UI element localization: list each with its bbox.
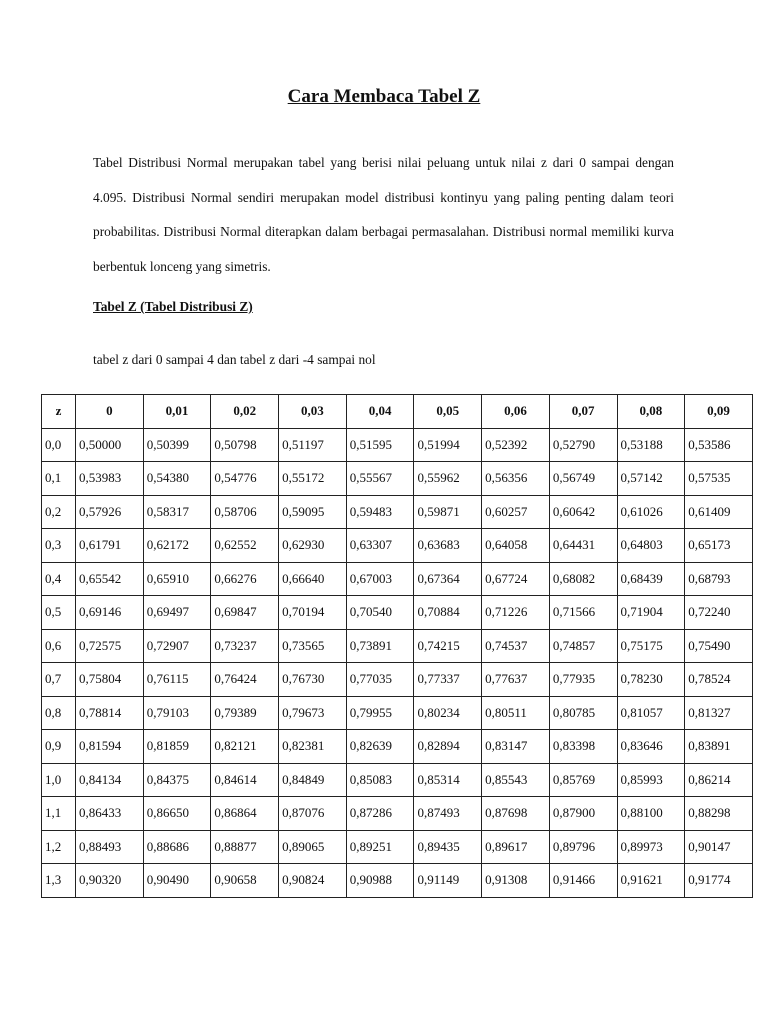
probability-cell: 0,62930 <box>279 529 347 563</box>
header-cell: 0,03 <box>279 395 347 429</box>
header-cell-z: z <box>42 395 76 429</box>
probability-cell: 0,69847 <box>211 596 279 630</box>
probability-cell: 0,88686 <box>143 830 211 864</box>
header-cell: 0,06 <box>482 395 550 429</box>
table-row <box>42 495 753 529</box>
probability-cell: 0,79673 <box>279 696 347 730</box>
probability-cell: 0,64803 <box>617 529 685 563</box>
probability-cell: 0,75490 <box>685 629 753 663</box>
probability-cell: 0,85314 <box>414 763 482 797</box>
table-row <box>42 763 753 797</box>
probability-cell: 0,74215 <box>414 629 482 663</box>
probability-cell: 0,84375 <box>143 763 211 797</box>
z-table <box>41 394 753 898</box>
probability-cell: 0,88298 <box>685 797 753 831</box>
probability-cell: 0,91149 <box>414 864 482 898</box>
z-value-cell: 0,6 <box>42 629 76 663</box>
probability-cell: 0,72907 <box>143 629 211 663</box>
probability-cell: 0,86433 <box>76 797 144 831</box>
z-value-cell: 0,3 <box>42 529 76 563</box>
probability-cell: 0,61791 <box>76 529 144 563</box>
probability-cell: 0,52392 <box>482 428 550 462</box>
z-value-cell: 0,0 <box>42 428 76 462</box>
section-heading: Tabel Z (Tabel Distribusi Z) <box>93 299 253 314</box>
probability-cell: 0,74537 <box>482 629 550 663</box>
probability-cell: 0,82121 <box>211 730 279 764</box>
header-cell: 0,07 <box>549 395 617 429</box>
probability-cell: 0,87076 <box>279 797 347 831</box>
probability-cell: 0,51994 <box>414 428 482 462</box>
header-cell: 0,08 <box>617 395 685 429</box>
header-cell: 0,01 <box>143 395 211 429</box>
probability-cell: 0,76115 <box>143 663 211 697</box>
probability-cell: 0,65173 <box>685 529 753 563</box>
probability-cell: 0,71566 <box>549 596 617 630</box>
table-row <box>42 428 753 462</box>
header-cell: 0,04 <box>346 395 414 429</box>
header-cell: 0,05 <box>414 395 482 429</box>
probability-cell: 0,91308 <box>482 864 550 898</box>
probability-cell: 0,64431 <box>549 529 617 563</box>
z-value-cell: 0,4 <box>42 562 76 596</box>
probability-cell: 0,91774 <box>685 864 753 898</box>
probability-cell: 0,86650 <box>143 797 211 831</box>
probability-cell: 0,68082 <box>549 562 617 596</box>
probability-cell: 0,73891 <box>346 629 414 663</box>
probability-cell: 0,67364 <box>414 562 482 596</box>
probability-cell: 0,79389 <box>211 696 279 730</box>
probability-cell: 0,65542 <box>76 562 144 596</box>
probability-cell: 0,79103 <box>143 696 211 730</box>
probability-cell: 0,56749 <box>549 462 617 496</box>
probability-cell: 0,51197 <box>279 428 347 462</box>
probability-cell: 0,90658 <box>211 864 279 898</box>
probability-cell: 0,90490 <box>143 864 211 898</box>
probability-cell: 0,80234 <box>414 696 482 730</box>
probability-cell: 0,83147 <box>482 730 550 764</box>
probability-cell: 0,68439 <box>617 562 685 596</box>
probability-cell: 0,58317 <box>143 495 211 529</box>
probability-cell: 0,50399 <box>143 428 211 462</box>
probability-cell: 0,83646 <box>617 730 685 764</box>
probability-cell: 0,68793 <box>685 562 753 596</box>
probability-cell: 0,53586 <box>685 428 753 462</box>
probability-cell: 0,81057 <box>617 696 685 730</box>
probability-cell: 0,86214 <box>685 763 753 797</box>
probability-cell: 0,57535 <box>685 462 753 496</box>
probability-cell: 0,70194 <box>279 596 347 630</box>
probability-cell: 0,57142 <box>617 462 685 496</box>
table-row <box>42 562 753 596</box>
probability-cell: 0,77637 <box>482 663 550 697</box>
probability-cell: 0,62552 <box>211 529 279 563</box>
probability-cell: 0,91621 <box>617 864 685 898</box>
page-title: Cara Membaca Tabel Z <box>287 86 481 107</box>
z-value-cell: 0,5 <box>42 596 76 630</box>
probability-cell: 0,66640 <box>279 562 347 596</box>
probability-cell: 0,79955 <box>346 696 414 730</box>
probability-cell: 0,78230 <box>617 663 685 697</box>
header-cell: 0 <box>76 395 144 429</box>
z-value-cell: 0,8 <box>42 696 76 730</box>
probability-cell: 0,55962 <box>414 462 482 496</box>
probability-cell: 0,71226 <box>482 596 550 630</box>
table-row <box>42 629 753 663</box>
z-value-cell: 0,2 <box>42 495 76 529</box>
probability-cell: 0,82639 <box>346 730 414 764</box>
header-cell: 0,02 <box>211 395 279 429</box>
probability-cell: 0,70540 <box>346 596 414 630</box>
probability-cell: 0,75804 <box>76 663 144 697</box>
probability-cell: 0,85993 <box>617 763 685 797</box>
table-row <box>42 596 753 630</box>
probability-cell: 0,72240 <box>685 596 753 630</box>
probability-cell: 0,52790 <box>549 428 617 462</box>
probability-cell: 0,72575 <box>76 629 144 663</box>
probability-cell: 0,60642 <box>549 495 617 529</box>
probability-cell: 0,84614 <box>211 763 279 797</box>
probability-cell: 0,70884 <box>414 596 482 630</box>
probability-cell: 0,59095 <box>279 495 347 529</box>
probability-cell: 0,81594 <box>76 730 144 764</box>
probability-cell: 0,88877 <box>211 830 279 864</box>
probability-cell: 0,75175 <box>617 629 685 663</box>
table-row <box>42 864 753 898</box>
probability-cell: 0,87286 <box>346 797 414 831</box>
probability-cell: 0,55567 <box>346 462 414 496</box>
probability-cell: 0,76424 <box>211 663 279 697</box>
table-row <box>42 663 753 697</box>
probability-cell: 0,82381 <box>279 730 347 764</box>
probability-cell: 0,59871 <box>414 495 482 529</box>
probability-cell: 0,90147 <box>685 830 753 864</box>
probability-cell: 0,67003 <box>346 562 414 596</box>
probability-cell: 0,54776 <box>211 462 279 496</box>
probability-cell: 0,84849 <box>279 763 347 797</box>
probability-cell: 0,90320 <box>76 864 144 898</box>
probability-cell: 0,89796 <box>549 830 617 864</box>
probability-cell: 0,62172 <box>143 529 211 563</box>
z-value-cell: 0,9 <box>42 730 76 764</box>
probability-cell: 0,63307 <box>346 529 414 563</box>
probability-cell: 0,91466 <box>549 864 617 898</box>
z-value-cell: 1,1 <box>42 797 76 831</box>
probability-cell: 0,89065 <box>279 830 347 864</box>
probability-cell: 0,90988 <box>346 864 414 898</box>
probability-cell: 0,85083 <box>346 763 414 797</box>
probability-cell: 0,69497 <box>143 596 211 630</box>
probability-cell: 0,74857 <box>549 629 617 663</box>
table-header-row <box>42 395 753 429</box>
probability-cell: 0,83398 <box>549 730 617 764</box>
probability-cell: 0,53188 <box>617 428 685 462</box>
probability-cell: 0,50798 <box>211 428 279 462</box>
probability-cell: 0,80511 <box>482 696 550 730</box>
probability-cell: 0,87493 <box>414 797 482 831</box>
probability-cell: 0,85769 <box>549 763 617 797</box>
table-row <box>42 797 753 831</box>
probability-cell: 0,50000 <box>76 428 144 462</box>
probability-cell: 0,78814 <box>76 696 144 730</box>
probability-cell: 0,89973 <box>617 830 685 864</box>
probability-cell: 0,89617 <box>482 830 550 864</box>
probability-cell: 0,80785 <box>549 696 617 730</box>
probability-cell: 0,84134 <box>76 763 144 797</box>
header-cell: 0,09 <box>685 395 753 429</box>
probability-cell: 0,89251 <box>346 830 414 864</box>
probability-cell: 0,77935 <box>549 663 617 697</box>
probability-cell: 0,83891 <box>685 730 753 764</box>
table-row <box>42 462 753 496</box>
probability-cell: 0,73237 <box>211 629 279 663</box>
probability-cell: 0,73565 <box>279 629 347 663</box>
probability-cell: 0,56356 <box>482 462 550 496</box>
z-value-cell: 1,2 <box>42 830 76 864</box>
probability-cell: 0,86864 <box>211 797 279 831</box>
probability-cell: 0,59483 <box>346 495 414 529</box>
probability-cell: 0,61026 <box>617 495 685 529</box>
z-value-cell: 1,3 <box>42 864 76 898</box>
probability-cell: 0,89435 <box>414 830 482 864</box>
probability-cell: 0,76730 <box>279 663 347 697</box>
probability-cell: 0,51595 <box>346 428 414 462</box>
probability-cell: 0,67724 <box>482 562 550 596</box>
probability-cell: 0,81859 <box>143 730 211 764</box>
probability-cell: 0,78524 <box>685 663 753 697</box>
probability-cell: 0,57926 <box>76 495 144 529</box>
intro-paragraph: Tabel Distribusi Normal merupakan tabel yang berisi nilai peluang untuk nilai z dari 0 sampai dengan 4.095. Distribusi Normal sendiri merupakan model distribusi kontinyu yang paling penting dalam teori probabilitas. Distribusi Normal diterapkan dalam berbagai permasalahan. Distribusi normal memiliki kurva berbentuk lonceng yang simetris. <box>93 155 674 274</box>
probability-cell: 0,85543 <box>482 763 550 797</box>
probability-cell: 0,53983 <box>76 462 144 496</box>
table-row <box>42 730 753 764</box>
probability-cell: 0,65910 <box>143 562 211 596</box>
probability-cell: 0,88493 <box>76 830 144 864</box>
probability-cell: 0,87698 <box>482 797 550 831</box>
table-row <box>42 696 753 730</box>
probability-cell: 0,64058 <box>482 529 550 563</box>
probability-cell: 0,55172 <box>279 462 347 496</box>
probability-cell: 0,77035 <box>346 663 414 697</box>
probability-cell: 0,60257 <box>482 495 550 529</box>
probability-cell: 0,61409 <box>685 495 753 529</box>
z-value-cell: 0,7 <box>42 663 76 697</box>
probability-cell: 0,88100 <box>617 797 685 831</box>
probability-cell: 0,58706 <box>211 495 279 529</box>
table-row <box>42 830 753 864</box>
table-caption: tabel z dari 0 sampai 4 dan tabel z dari -4 sampai nol <box>93 352 376 367</box>
probability-cell: 0,71904 <box>617 596 685 630</box>
table-row <box>42 529 753 563</box>
z-value-cell: 1,0 <box>42 763 76 797</box>
probability-cell: 0,90824 <box>279 864 347 898</box>
probability-cell: 0,81327 <box>685 696 753 730</box>
probability-cell: 0,66276 <box>211 562 279 596</box>
probability-cell: 0,63683 <box>414 529 482 563</box>
probability-cell: 0,82894 <box>414 730 482 764</box>
probability-cell: 0,77337 <box>414 663 482 697</box>
probability-cell: 0,69146 <box>76 596 144 630</box>
z-value-cell: 0,1 <box>42 462 76 496</box>
probability-cell: 0,87900 <box>549 797 617 831</box>
probability-cell: 0,54380 <box>143 462 211 496</box>
